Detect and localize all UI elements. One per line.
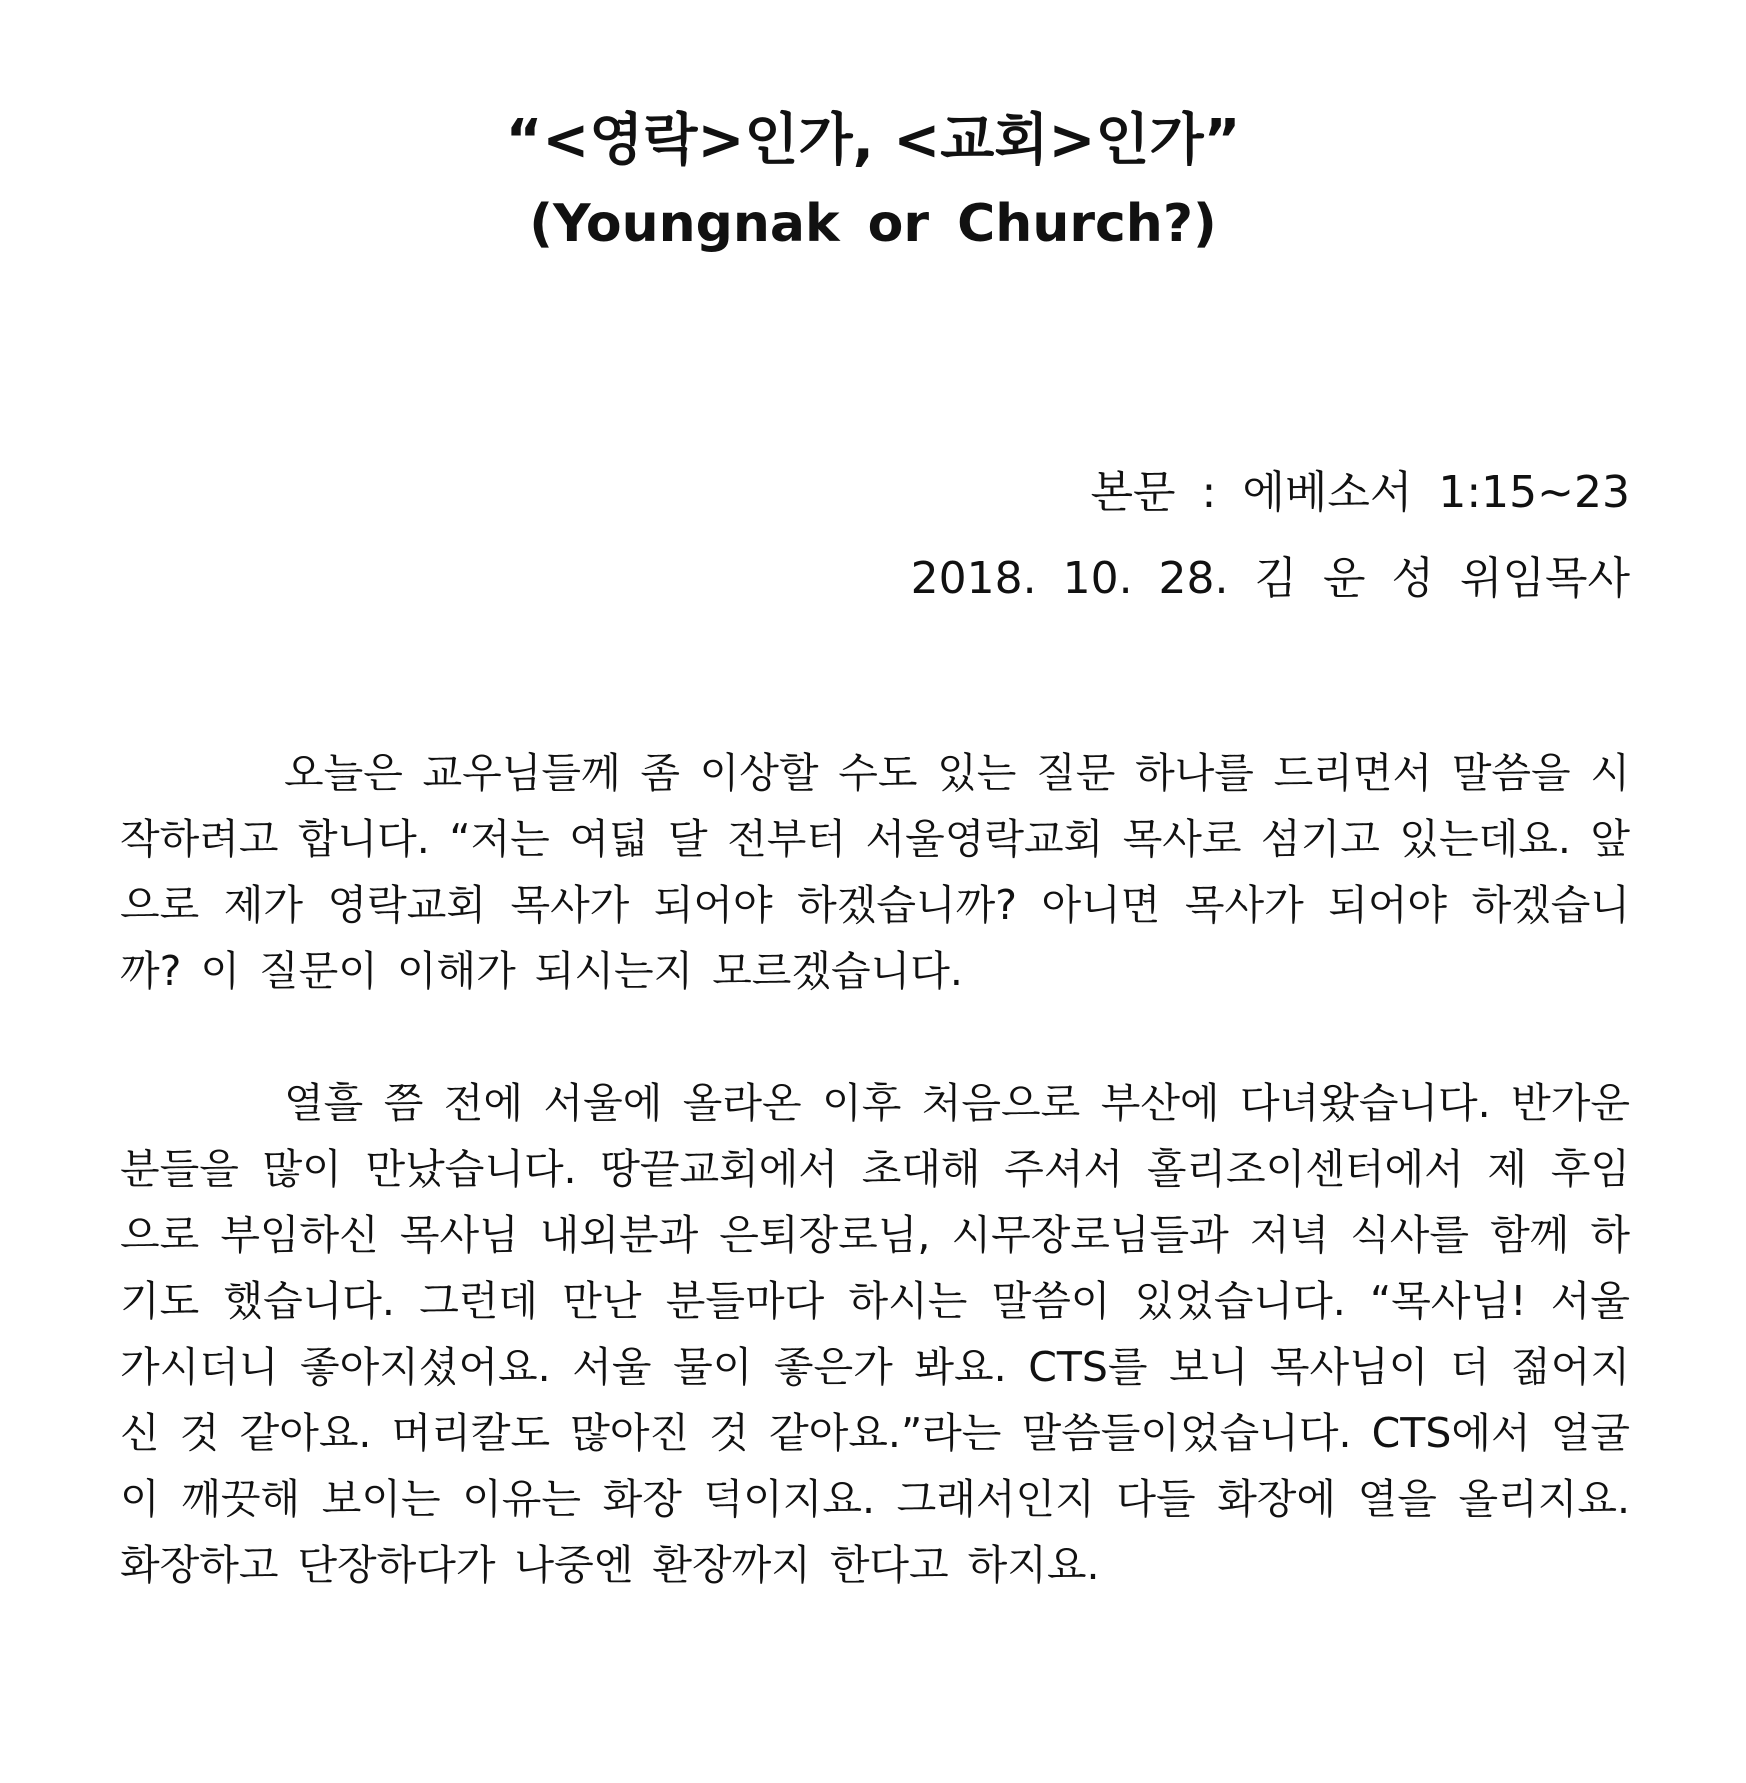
- title-block: [0, 104, 1746, 260]
- date-and-author: 2018. 10. 28. 김 운 성 위임목사: [910, 553, 1630, 604]
- scripture-reference: 본문 : 에베소서 1:15~23: [1090, 467, 1630, 518]
- body-paragraph-1: 오늘은 교우님들께 좀 이상할 수도 있는 질문 하나를 드리면서 말씀을 시작하려고 합니다. “저는 여덟 달 전부터 서울영락교회 목사로 섬기고 있는데요. 앞으로 제가 영락교회 목사가 되어야 하겠습니까? 아니면 목사가 되어야 하겠습니까? 이 질문이 이해가 되시는지 모르겠습니다.: [120, 749, 1630, 995]
- sermon-title: “<영락>인가, <교회>인가”: [505, 108, 1241, 173]
- sermon-subtitle: (Youngnak or Church?): [529, 194, 1217, 254]
- body-paragraph-2: 열흘 쯤 전에 서울에 올라온 이후 처음으로 부산에 다녀왔습니다. 반가운 분들을 많이 만났습니다. 땅끝교회에서 초대해 주셔서 홀리조이센터에서 제 후임으로 부임하신 목사님 내외분과 은퇴장로님, 시무장로님들과 저녁 식사를 함께 하기도 했습니다. 그런데 만난 분들마다 하시는 말씀이 있었습니다. “목사님! 서울 가시더니 좋아지셨어요. 서울 물이 좋은가 봐요. CTS를 보니 목사님이 더 젊어지신 것 같아요. 머리칼도 많아진 것 같아요.”라는 말씀들이었습니다. CTS에서 얼굴이 깨끗해 보이는 이유는 화장 덕이지요. 그래서인지 다들 화장에 열을 올리지요. 화장하고 단장하다가 나중엔 환장까지 한다고 하지요.: [120, 1079, 1630, 1589]
- sermon-body: [120, 740, 1630, 1598]
- sermon-meta: [911, 450, 1630, 622]
